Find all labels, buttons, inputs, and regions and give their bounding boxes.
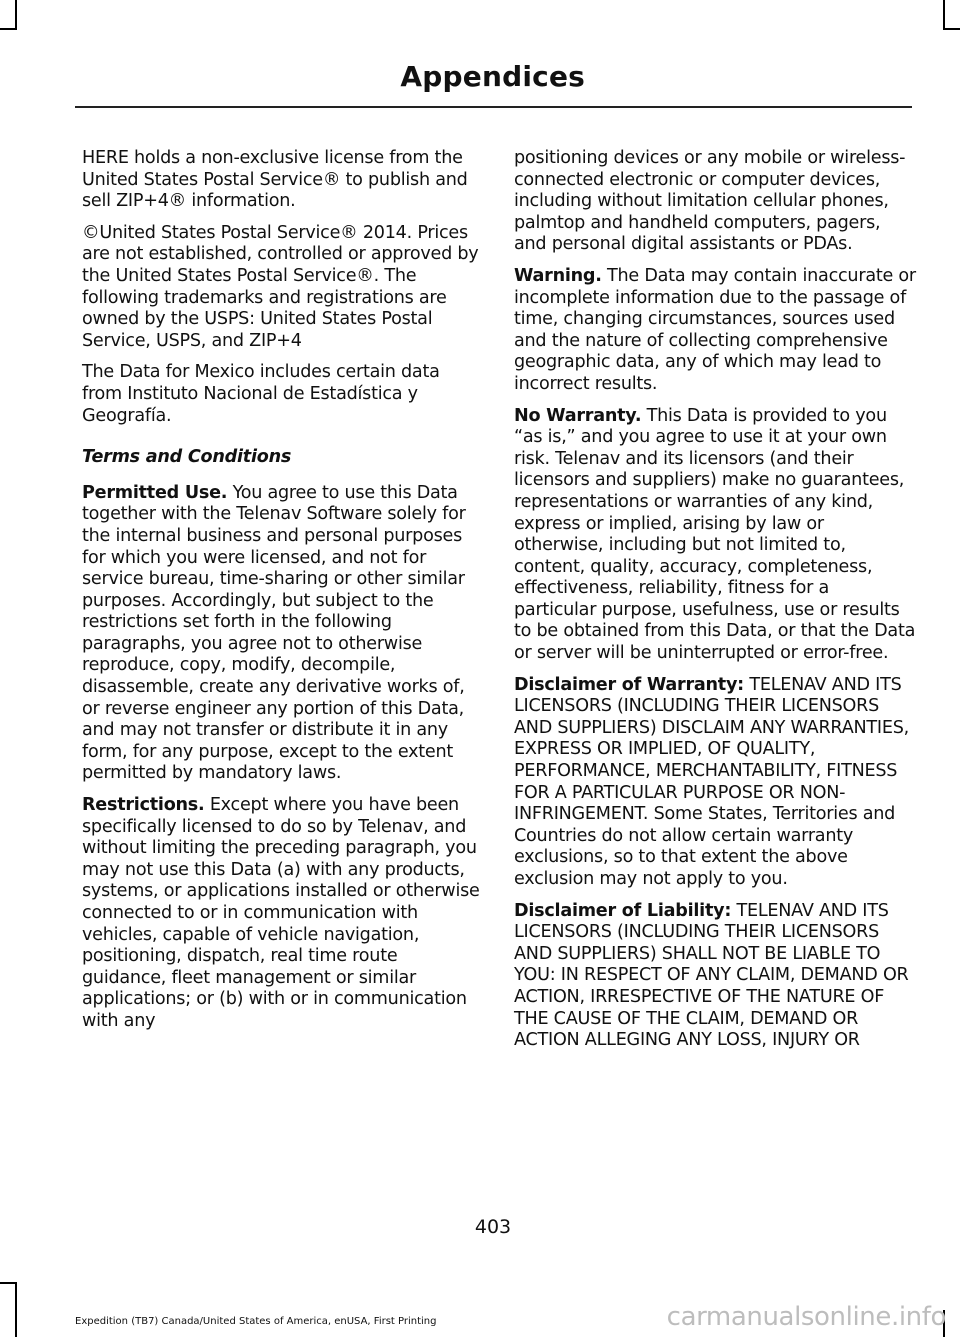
crop-mark-bottom-left	[15, 1282, 17, 1337]
page-number: 403	[474, 1216, 512, 1238]
paragraph-devices: positioning devices or any mobile or wireless-connected electronic or computer devices, including without limitation cellular phones, palmtop and handheld computers, pagers, and personal digital assistants or PDAs.	[514, 148, 906, 255]
lead-permitted-use: Permitted Use.	[82, 482, 228, 503]
paragraph-usps-trademarks: ©United States Postal Service® 2014. Prices are not established, controlled or approved by the United States Postal Service®. The following trademarks and registrations are owned by the USPS: United States Postal Service, USPS, and ZIP+4	[82, 222, 479, 351]
paragraph-no-warranty	[514, 406, 916, 665]
text-warning: The Data may contain inaccurate or incomplete information due to the passage of time, changing circumstances, sources used and the nature of collecting comprehensive geographic data, any of which may lead to incorrect results.	[514, 265, 916, 394]
text-no-warranty: This Data is provided to you “as is,” and you agree to use it at your own risk. Telenav and its licensors (and their licensors and suppliers) make no guarantees, representations or warranties of any kind, express or implied, arising by law or otherwise, including but not limited to, content, quality, accuracy, completeness, effectiveness, reliability, fitness for a particular purpose, usefulness, use or results to be obtained from this Data, or that the Data or server will be uninterrupted or error-free.	[514, 405, 916, 664]
section-heading-terms: Terms and Conditions	[82, 447, 292, 468]
paragraph-disclaimer-liability	[514, 901, 916, 1052]
text-permitted-use: You agree to use this Data together with the Telenav Software solely for the internal business and personal purposes for which you were licensed, and not for service bureau, time-sharing or other similar purposes. Accordingly, but subject to the restrictions set forth in the following paragraphs, you agree not to otherwise reproduce, copy, modify, decompile, disassemble, create any derivative works of, or reverse engineer any portion of this Data, and may not transfer or distribute it in any form, for any purpose, except to the extent permitted by mandatory laws.	[82, 482, 466, 784]
footer-edition: Expedition (TB7) Canada/United States of America, enUSA, First Printing	[75, 1316, 437, 1327]
paragraph-mexico-data: The Data for Mexico includes certain data from Instituto Nacional de Estadística y Geografía.	[82, 362, 440, 426]
lead-warning: Warning.	[514, 265, 602, 286]
crop-mark-top-right-h	[943, 28, 960, 30]
paragraph-permitted-use	[82, 483, 484, 785]
lead-no-warranty: No Warranty.	[514, 405, 642, 426]
page-title: Appendices	[400, 60, 585, 93]
lead-disclaimer-liability: Disclaimer of Liability:	[514, 900, 732, 921]
paragraph-disclaimer-warranty	[514, 675, 916, 891]
paragraph-usps-license: HERE holds a non-exclusive license from the United States Postal Service® to publish and sell ZIP+4® information.	[82, 148, 468, 212]
right-column	[514, 148, 916, 1062]
crop-mark-top-left	[15, 0, 17, 30]
lead-disclaimer-warranty: Disclaimer of Warranty:	[514, 674, 744, 695]
text-disclaimer-warranty: TELENAV AND ITS LICENSORS (INCLUDING THEIR LICENSORS AND SUPPLIERS) DISCLAIM ANY WARRANTIES, EXPRESS OR IMPLIED, OF QUALITY, PERFORMANCE, MERCHANTABILITY, FITNESS FOR A PARTICULAR PURPOSE OR NON-INFRINGEMENT. Some States, Territories and Countries do not allow certain warranty exclusions, so to that extent the above exclusion may not apply to you.	[514, 674, 909, 889]
crop-mark-bottom-left-h	[0, 1282, 17, 1284]
text-restrictions: Except where you have been specifically licensed to do so by Telenav, and without limiting the preceding paragraph, you may not use this Data (a) with any products, systems, or applications installed or otherwise connected to or in communication with vehicles, capable of vehicle navigation, positioning, dispatch, real time route guidance, fleet management or similar applications; or (b) with or in communication with any	[82, 795, 480, 1031]
left-column	[82, 148, 484, 1043]
crop-mark-top-left-h	[0, 28, 17, 30]
crop-mark-top-right	[943, 0, 945, 30]
lead-restrictions: Restrictions.	[82, 795, 205, 816]
paragraph-restrictions	[82, 795, 484, 1033]
paragraph-warning	[514, 266, 916, 396]
header-divider	[75, 106, 912, 108]
watermark: carmanualsonline.info	[666, 1302, 946, 1332]
text-disclaimer-liability: TELENAV AND ITS LICENSORS (INCLUDING THEIR LICENSORS AND SUPPLIERS) SHALL NOT BE LIABLE TO YOU: IN RESPECT OF ANY CLAIM, DEMAND OR ACTION, IRRESPECTIVE OF THE NATURE OF THE CAUSE OF THE CLAIM, DEMAND OR ACTION ALLEGING ANY LOSS, INJURY OR	[514, 900, 909, 1051]
